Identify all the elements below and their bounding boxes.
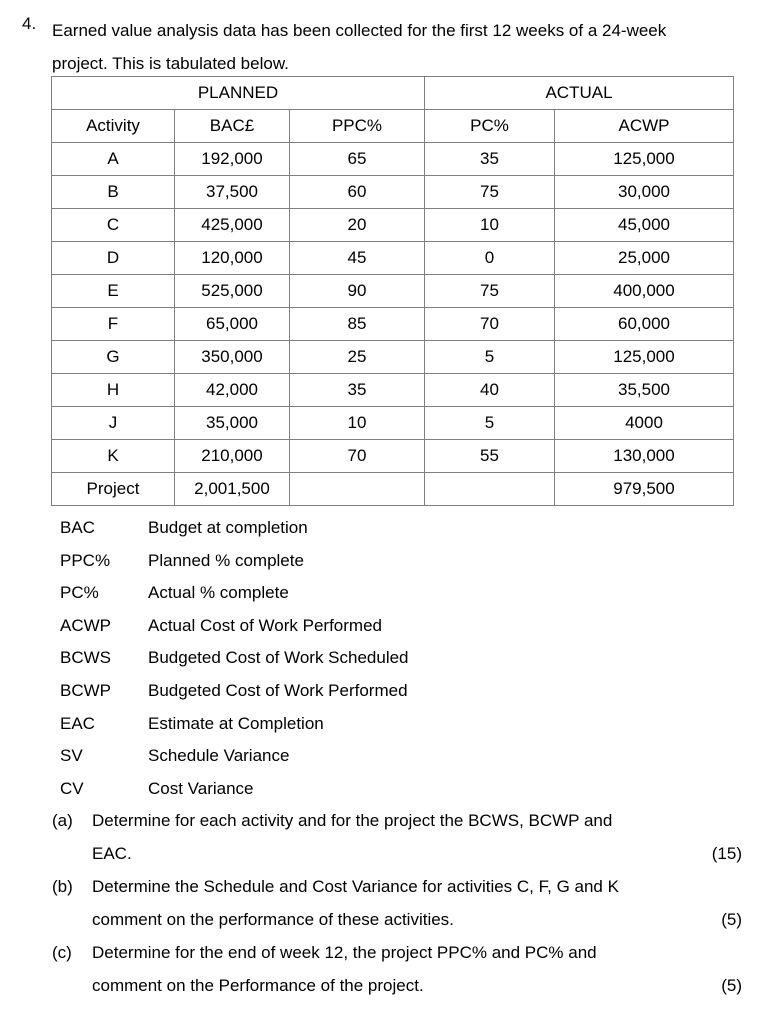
legend-item (60, 708, 409, 741)
cell-bac: 210,000 (175, 440, 290, 473)
cell-ppc: 10 (290, 407, 425, 440)
cell-pc: 5 (425, 407, 555, 440)
legend-abbreviation: PPC% (60, 550, 111, 570)
part-text: Determine for the end of week 12, the project PPC% and PC% and (92, 943, 597, 962)
part-line-2 (52, 837, 742, 870)
part-line-1 (52, 936, 742, 969)
cell-bac: 37,500 (175, 176, 290, 209)
table-row (52, 176, 734, 209)
cell-acwp: 60,000 (555, 308, 734, 341)
group-header-row (52, 77, 734, 110)
col-header-bac: BAC£ (175, 110, 290, 143)
table-row (52, 440, 734, 473)
question-part (52, 870, 742, 936)
col-header-pc: PC% (425, 110, 555, 143)
legend-abbreviation: BAC (60, 518, 95, 537)
cell-activity: H (52, 374, 175, 407)
legend-abbreviation: PC% (60, 583, 99, 603)
cell-pc: 70 (425, 308, 555, 341)
cell-acwp: 130,000 (555, 440, 734, 473)
cell-ppc: 65 (290, 143, 425, 176)
legend-abbreviation: CV (60, 778, 84, 798)
legend-abbreviation: BCWS (60, 648, 111, 668)
cell-acwp: 125,000 (555, 341, 734, 374)
part-text-continued: EAC. (92, 844, 132, 863)
cell-activity: J (52, 407, 175, 440)
legend-item (60, 577, 409, 610)
cell-activity: E (52, 275, 175, 308)
legend-item (60, 545, 409, 578)
table-body (52, 143, 734, 473)
cell-acwp: 400,000 (555, 275, 734, 308)
col-header-acwp: ACWP (555, 110, 734, 143)
cell-acwp: 4000 (555, 407, 734, 440)
cell-pc: 55 (425, 440, 555, 473)
legend-item (60, 740, 409, 773)
cell-activity: C (52, 209, 175, 242)
cell-acwp: 25,000 (555, 242, 734, 275)
total-pc (425, 473, 555, 506)
table-row (52, 407, 734, 440)
cell-ppc: 45 (290, 242, 425, 275)
cell-activity: F (52, 308, 175, 341)
legend-abbreviation: SV (60, 746, 83, 766)
cell-bac: 425,000 (175, 209, 290, 242)
legend-description: Actual Cost of Work Performed (148, 615, 382, 635)
cell-ppc: 20 (290, 209, 425, 242)
part-text-continued: comment on the performance of these activities. (92, 910, 454, 929)
legend-abbreviation: EAC (60, 713, 95, 733)
part-line-1 (52, 870, 742, 903)
cell-ppc: 85 (290, 308, 425, 341)
table-total-row (52, 473, 734, 506)
column-header-row (52, 110, 734, 143)
legend-item (60, 773, 409, 806)
col-header-activity: Activity (52, 110, 175, 143)
part-marks: (15) (711, 844, 742, 863)
actual-group-header: ACTUAL (425, 77, 734, 110)
part-marks: (5) (721, 910, 742, 929)
part-marks: (5) (721, 976, 742, 995)
cell-pc: 5 (425, 341, 555, 374)
cell-pc: 75 (425, 275, 555, 308)
cell-activity: A (52, 143, 175, 176)
cell-pc: 35 (425, 143, 555, 176)
part-text: Determine for each activity and for the project the BCWS, BCWP and (92, 811, 613, 830)
question-part (52, 804, 742, 870)
question-parts (52, 804, 742, 1002)
cell-bac: 350,000 (175, 341, 290, 374)
cell-activity: G (52, 341, 175, 374)
table-row (52, 374, 734, 407)
cell-ppc: 25 (290, 341, 425, 374)
cell-bac: 42,000 (175, 374, 290, 407)
part-label: (b) (52, 877, 73, 896)
legend-description: Budgeted Cost of Work Scheduled (148, 648, 409, 668)
table-row (52, 275, 734, 308)
table-row (52, 341, 734, 374)
table-row (52, 242, 734, 275)
cell-bac: 525,000 (175, 275, 290, 308)
legend-description: Actual % complete (148, 583, 289, 603)
cell-bac: 120,000 (175, 242, 290, 275)
legend-description: Estimate at Completion (148, 713, 324, 733)
legend-item (60, 610, 409, 643)
total-bac: 2,001,500 (175, 473, 290, 506)
cell-ppc: 60 (290, 176, 425, 209)
cell-bac: 192,000 (175, 143, 290, 176)
cell-acwp: 30,000 (555, 176, 734, 209)
legend-description: Cost Variance (148, 778, 254, 798)
cell-bac: 35,000 (175, 407, 290, 440)
question-number: 4. (22, 14, 37, 33)
col-header-ppc: PPC% (290, 110, 425, 143)
legend-item (60, 642, 409, 675)
question-part (52, 936, 742, 1002)
total-label: Project (52, 473, 175, 506)
table-row (52, 308, 734, 341)
cell-pc: 40 (425, 374, 555, 407)
cell-activity: D (52, 242, 175, 275)
total-ppc (290, 473, 425, 506)
legend-description: Planned % complete (148, 550, 304, 570)
total-acwp: 979,500 (555, 473, 734, 506)
part-label: (a) (52, 811, 73, 830)
question-intro-line-2: project. This is tabulated below. (52, 54, 289, 73)
question-intro-line-1: Earned value analysis data has been collected for the first 12 weeks of a 24-week (52, 21, 667, 40)
legend-description: Schedule Variance (148, 746, 290, 766)
cell-activity: K (52, 440, 175, 473)
part-text-continued: comment on the Performance of the project. (92, 976, 424, 995)
cell-bac: 65,000 (175, 308, 290, 341)
cell-activity: B (52, 176, 175, 209)
cell-pc: 10 (425, 209, 555, 242)
cell-acwp: 45,000 (555, 209, 734, 242)
legend-item (60, 512, 409, 545)
cell-acwp: 125,000 (555, 143, 734, 176)
cell-pc: 0 (425, 242, 555, 275)
cell-acwp: 35,500 (555, 374, 734, 407)
part-line-1 (52, 804, 742, 837)
legend-abbreviation: ACWP (60, 615, 111, 635)
legend-description: Budgeted Cost of Work Performed (148, 680, 408, 700)
cell-ppc: 70 (290, 440, 425, 473)
cell-ppc: 35 (290, 374, 425, 407)
legend-abbreviation: BCWP (60, 680, 111, 700)
part-line-2 (52, 969, 742, 1002)
part-line-2 (52, 903, 742, 936)
table-row (52, 143, 734, 176)
planned-group-header: PLANNED (52, 77, 425, 110)
cell-ppc: 90 (290, 275, 425, 308)
cell-pc: 75 (425, 176, 555, 209)
legend-description: Budget at completion (148, 518, 308, 537)
abbreviation-legend (60, 512, 409, 805)
question-intro (52, 14, 752, 80)
legend-item (60, 675, 409, 708)
table-row (52, 209, 734, 242)
part-text: Determine the Schedule and Cost Variance for activities C, F, G and K (92, 877, 619, 896)
earned-value-table (51, 76, 734, 506)
part-label: (c) (52, 943, 72, 962)
